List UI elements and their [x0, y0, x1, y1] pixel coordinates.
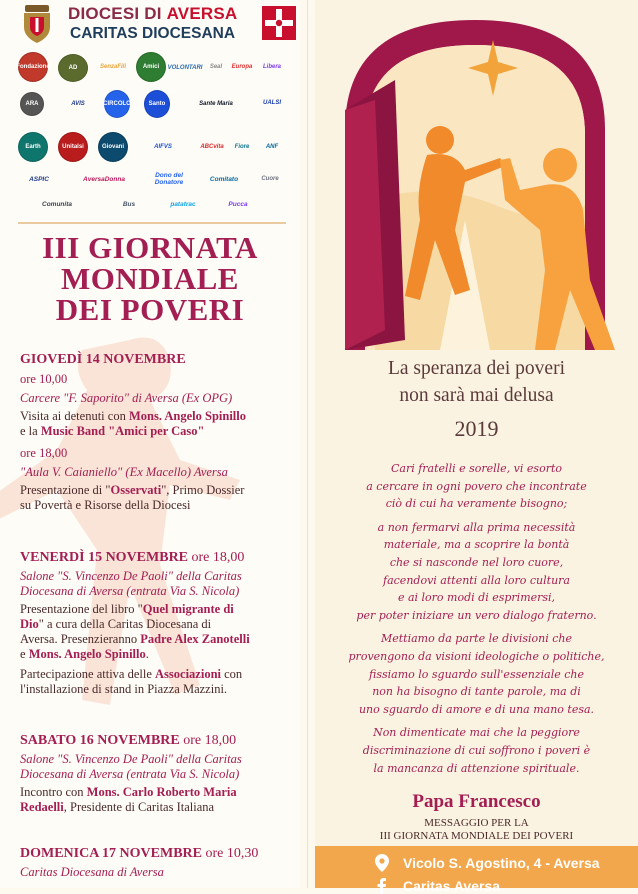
quote-line: discriminazione di cui soffrono i poveri è	[362, 743, 591, 757]
quote-line: non ha bisogno di tante parole, ma di	[372, 685, 581, 699]
quote-line: provengono da visioni ideologiche o politiche,	[348, 649, 605, 663]
day-heading: VENERDÌ 15 NOVEMBRE ore 18,00	[20, 550, 245, 565]
quote-line: uno sguardo di amore e di una mano tesa.	[358, 702, 595, 716]
pope-quote	[315, 460, 638, 777]
time: ore 18,00	[20, 446, 68, 460]
schedule-friday	[20, 550, 290, 697]
quote-line: a non fermarvi alla prima necessità	[377, 520, 576, 534]
quote-line: Non dimenticate mai che la peggiore	[373, 726, 580, 740]
hands-reaching-illustration	[315, 0, 638, 360]
diocese-header	[14, 2, 294, 46]
motto-line-1: La speranza dei poveri	[387, 358, 566, 379]
partner-logo: ANF	[265, 143, 279, 150]
column-divider-line	[307, 0, 308, 888]
address-text: Vicolo S. Agostino, 4 - Aversa	[403, 855, 600, 871]
contact-footer	[315, 846, 638, 894]
partner-logo: Dono del Donatore	[154, 172, 184, 186]
partner-logo: ARA	[20, 92, 44, 116]
partner-logo: Amici	[136, 52, 166, 82]
description: Aversa. Presenzieranno Padre Alex Zanotelli	[20, 632, 250, 646]
author-name: Papa Francesco	[412, 791, 541, 812]
location: Caritas Diocesana di Aversa	[20, 865, 164, 879]
location: Salone "S. Vincenzo De Paoli" della Caritas	[20, 569, 242, 583]
description: e la Music Band "Amici per Caso"	[20, 424, 205, 438]
day-heading: GIOVEDÌ 14 NOVEMBRE	[20, 352, 186, 367]
partner-logo: Sante Maria	[199, 100, 233, 107]
location: "Aula V. Caianiello" (Ex Macello) Aversa	[20, 465, 228, 479]
partner-logo: Europa	[231, 63, 253, 70]
divider-rule	[18, 222, 286, 224]
schedule-thursday	[20, 352, 290, 513]
quote-line: Mettiamo da parte le divisioni che	[380, 632, 573, 646]
partner-logo: SenzaFili	[99, 63, 126, 70]
quote-line: per poter iniziare un vero dialogo fraterno.	[356, 608, 597, 622]
day-heading: DOMENICA 17 NOVEMBRE ore 10,30	[20, 846, 259, 861]
location: Diocesana di Aversa (entrata Via S. Nicola)	[20, 767, 240, 781]
location: Salone "S. Vincenzo De Paoli" della Caritas	[20, 752, 242, 766]
partner-logo: AVIS	[71, 100, 85, 107]
partner-logo: Fondazione	[18, 52, 48, 82]
quote-line: Cari fratelli e sorelle, vi esorto	[390, 462, 562, 475]
partner-logos-grid	[18, 52, 290, 222]
caritas-cross-logo-icon	[262, 6, 296, 40]
schedule-sunday	[20, 846, 290, 880]
message-title: III GIORNATA MONDIALE DEI POVERI	[379, 830, 574, 842]
description: Dio" a cura della Caritas Diocesana di	[20, 617, 212, 631]
partner-logo: AversaDonna	[83, 175, 125, 183]
quote-line: materiale, ma a scoprire la bontà	[383, 538, 570, 552]
partner-logo: Cuore	[261, 175, 279, 182]
quote-line: a cercare in ogni povero che incontrate	[366, 479, 587, 493]
partner-logo: CIRCOLO	[104, 90, 130, 118]
partner-logo: ASPIC	[29, 175, 49, 183]
time: ore 10,00	[20, 372, 68, 386]
partner-logo: Santo	[144, 90, 170, 118]
location: Carcere "F. Saporito" di Aversa (Ex OPG)	[20, 391, 233, 405]
partner-logo: Earth	[18, 132, 48, 162]
partner-logo: Seal	[209, 63, 223, 70]
motto-line-2: non sarà mai delusa	[399, 385, 554, 406]
location-pin-icon	[375, 854, 389, 872]
partner-logo: Comunita	[42, 200, 72, 208]
schedule-saturday	[20, 733, 290, 815]
description: l'installazione di stand in Piazza Mazzini.	[20, 682, 228, 696]
diocese-title: DIOCESI DI AVERSA	[68, 4, 238, 23]
facebook-icon	[375, 878, 389, 894]
partner-logo: Bus	[122, 200, 136, 208]
partner-logo: AIFVS	[154, 143, 172, 150]
quote-line: e ai loro modi di esprimersi,	[397, 591, 556, 605]
event-title: III GIORNATA MONDIALE DEI POVERI	[42, 230, 258, 327]
diocese-coat-of-arms-icon	[20, 5, 54, 43]
facebook-row[interactable]	[375, 878, 500, 894]
description: Redaelli, Presidente di Caritas Italiana	[20, 800, 215, 814]
partner-logo: Unitalsi	[58, 132, 88, 162]
partner-logo: ABCvita	[200, 143, 224, 150]
description: e Mons. Angelo Spinillo.	[20, 647, 149, 661]
partner-logo: UALSI	[263, 99, 281, 106]
partner-logo: Pucca	[228, 200, 248, 208]
partner-logo: Giovani	[98, 132, 128, 162]
description: su Povertà e Risorse della Diocesi	[20, 498, 191, 512]
description: Visita ai detenuti con Mons. Angelo Spinillo	[20, 409, 247, 423]
partner-logo: patatrac	[170, 200, 196, 208]
description: Partecipazione attiva delle Associazioni con	[20, 667, 243, 681]
partner-logo: AD	[58, 54, 88, 82]
left-column	[0, 0, 300, 888]
message-label: MESSAGGIO PER LA	[424, 817, 529, 829]
right-column	[315, 0, 638, 894]
description: Presentazione del libro "Quel migrante di	[20, 602, 234, 616]
caritas-subtitle: CARITAS DIOCESANA	[70, 25, 236, 42]
description: Presentazione di "Osservati", Primo Dossier	[20, 483, 245, 497]
quote-line: la mancanza di attenzione spirituale.	[373, 761, 580, 775]
partner-logo: Fiore	[234, 143, 250, 150]
quote-line: fissiamo lo sguardo sull'essenziale che	[369, 667, 584, 681]
quote-line: ciò di cui ha veramente bisogno;	[385, 497, 568, 511]
address-row	[375, 854, 600, 872]
facebook-text[interactable]: Caritas Aversa	[403, 878, 501, 894]
quote-line: che si nasconde nel loro cuore,	[389, 555, 564, 569]
description: Incontro con Mons. Carlo Roberto Maria	[20, 785, 237, 799]
partner-logo: VOLONTARI	[167, 64, 203, 71]
quote-line: facendovi attenti alla loro cultura	[383, 573, 570, 587]
location: Diocesana di Aversa (entrata Via S. Nicola)	[20, 584, 240, 598]
day-heading: SABATO 16 NOVEMBRE ore 18,00	[20, 733, 237, 748]
year: 2019	[454, 416, 499, 441]
partner-logo: Libera	[262, 63, 281, 70]
partner-logo: Comitato	[209, 175, 239, 183]
